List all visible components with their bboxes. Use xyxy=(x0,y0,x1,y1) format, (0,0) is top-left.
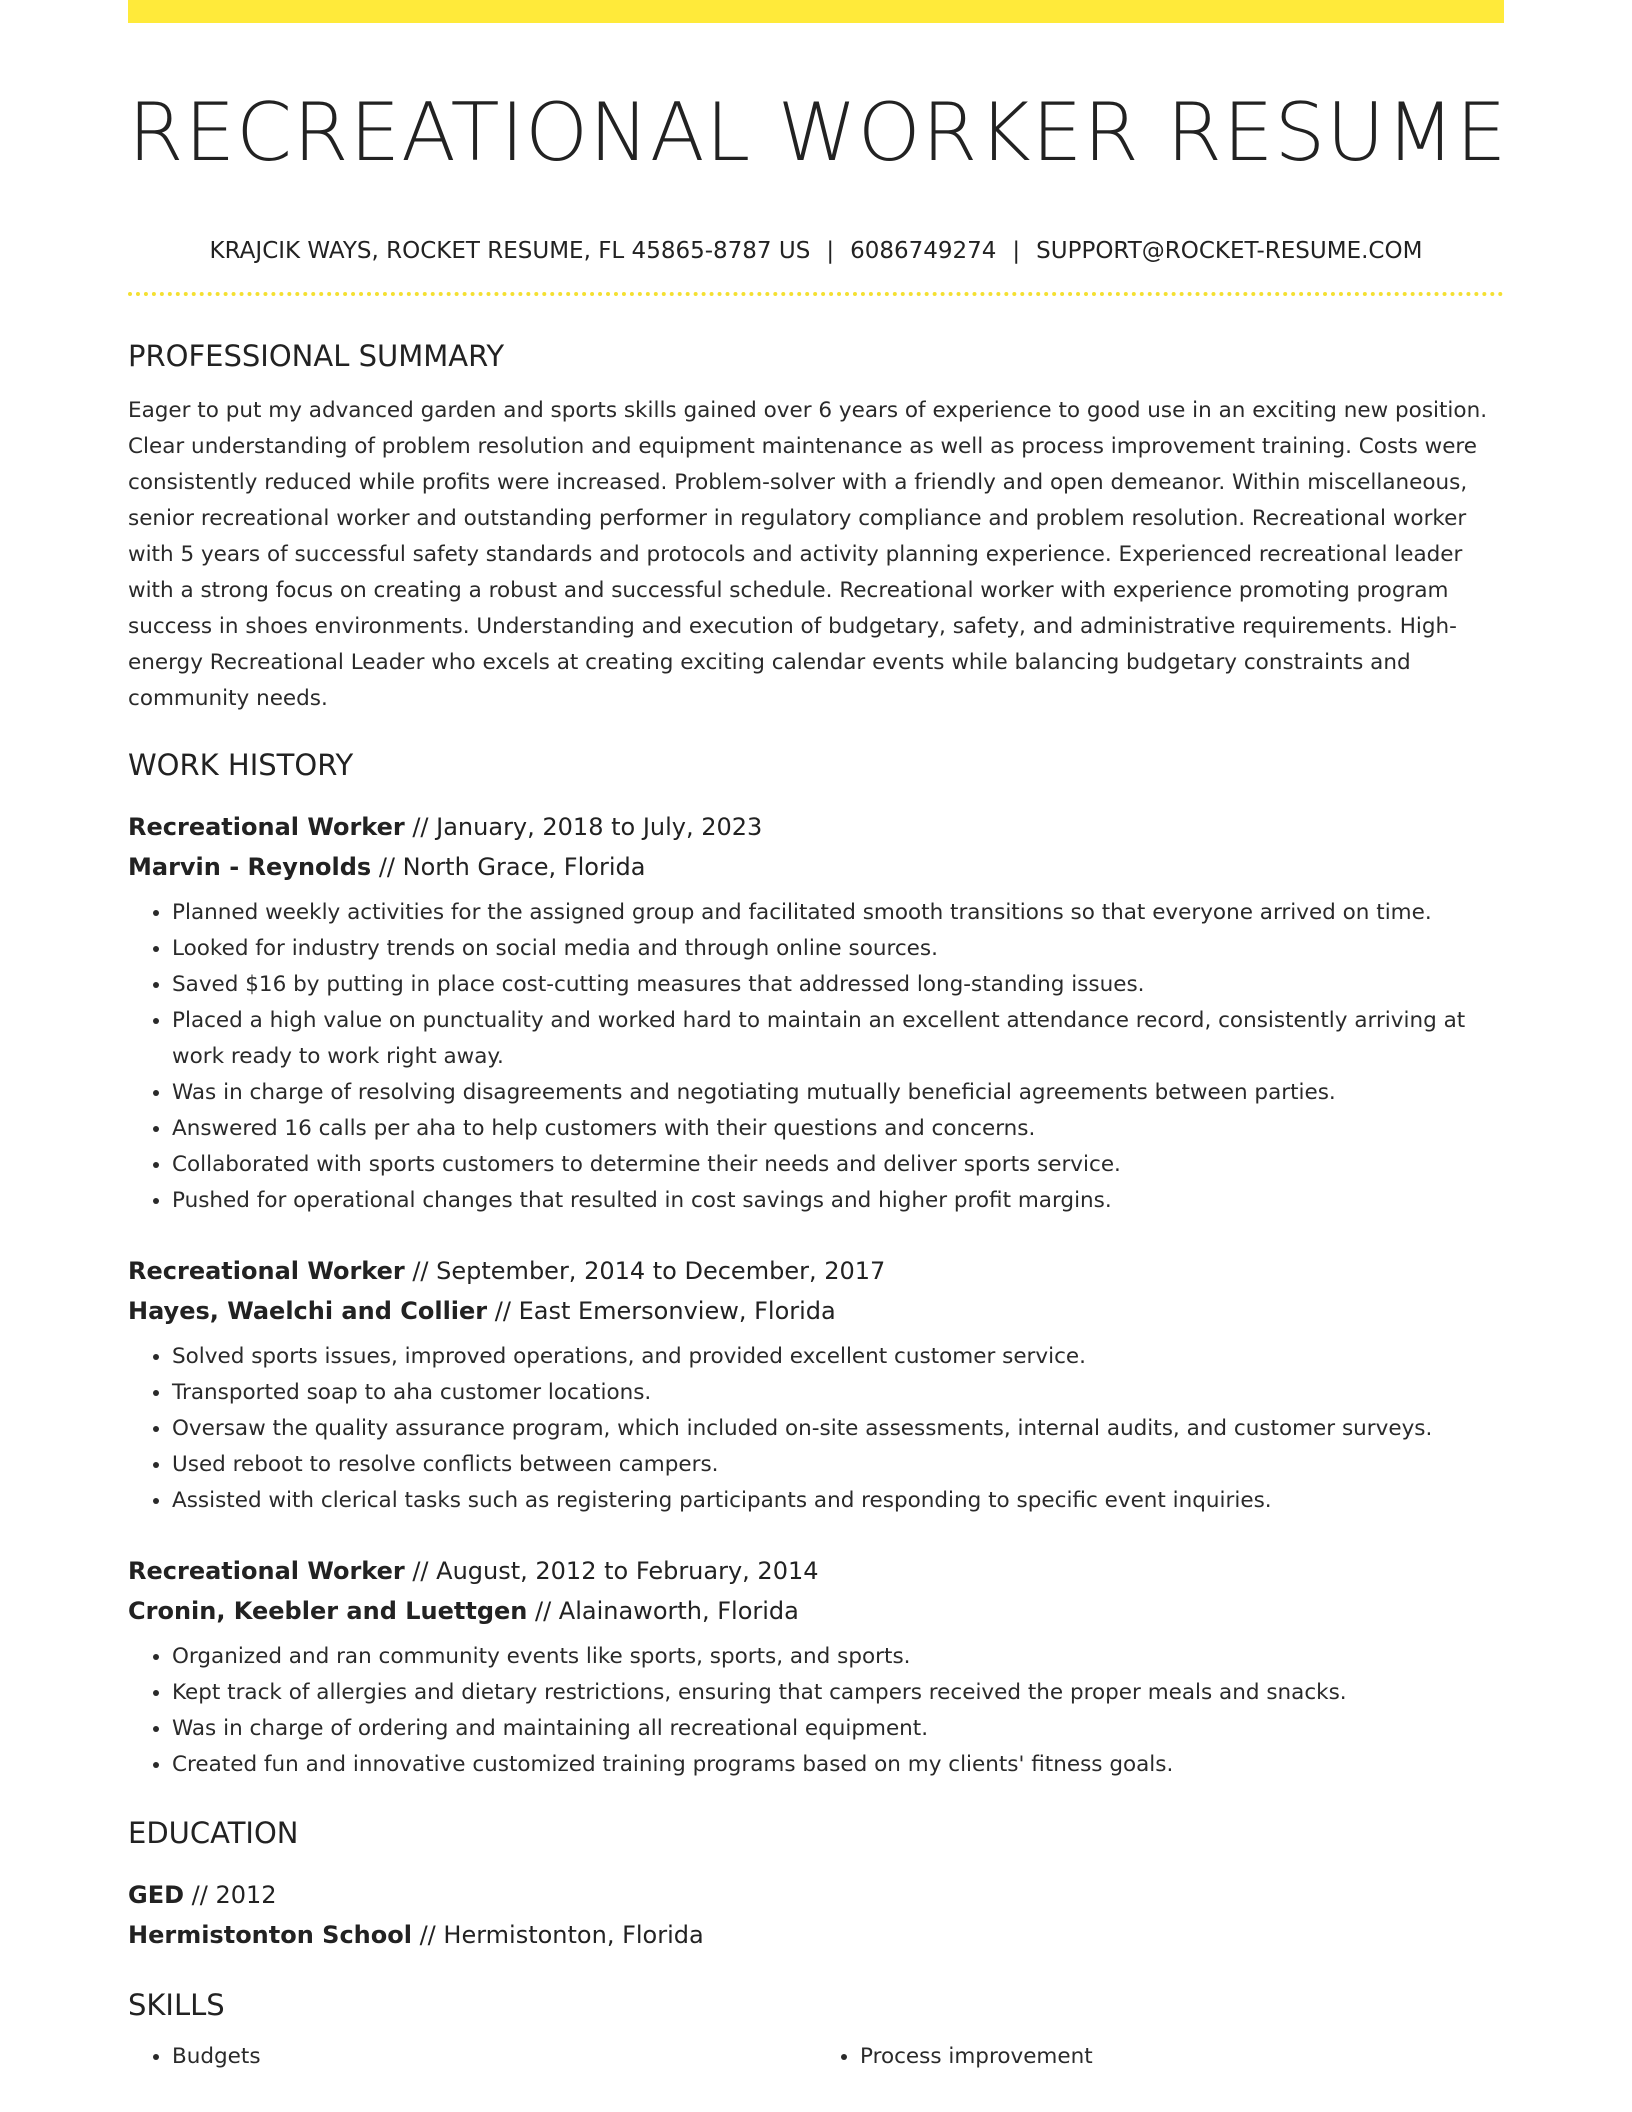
education-heading: EDUCATION xyxy=(128,1816,299,1850)
job-bullet: • Collaborated with sports customers to determine their needs and deliver sports service. xyxy=(172,1147,1504,1183)
job-location: // East Emersonview, Florida xyxy=(487,1297,836,1325)
job-title: Recreational Worker xyxy=(128,1557,405,1585)
job-title: Recreational Worker xyxy=(128,813,405,841)
skill-item: • Process improvement xyxy=(860,2039,1504,2075)
job-bullet: • Kept track of allergies and dietary restrictions, ensuring that campers received the proper meals and snacks. xyxy=(172,1675,1504,1711)
job-company-line xyxy=(128,847,1504,887)
job-bullet: • Pushed for operational changes that resulted in cost savings and higher profit margins. xyxy=(172,1183,1504,1219)
job-bullets xyxy=(128,1339,1504,1519)
job-bullet: • Solved sports issues, improved operations, and provided excellent customer service. xyxy=(172,1339,1504,1375)
contact-separator: | xyxy=(826,238,835,264)
education-entry xyxy=(128,1875,1504,1955)
job-location: // North Grace, Florida xyxy=(371,853,646,881)
dotted-divider xyxy=(128,292,1504,296)
job-location: // Alainaworth, Florida xyxy=(527,1597,799,1625)
contact-email: SUPPORT@ROCKET-RESUME.COM xyxy=(1036,238,1423,264)
job-bullet: • Was in charge of resolving disagreements and negotiating mutually beneficial agreements between parties. xyxy=(172,1075,1504,1111)
job-dates: // August, 2012 to February, 2014 xyxy=(404,1557,819,1585)
skills-column-2 xyxy=(816,2039,1504,2075)
job-title: Recreational Worker xyxy=(128,1257,405,1285)
job-bullet: • Assisted with clerical tasks such as registering participants and responding to specific event inquiries. xyxy=(172,1483,1504,1519)
top-accent-bar xyxy=(128,0,1504,23)
education-school: Hermistonton School xyxy=(128,1921,412,1949)
education-school-line xyxy=(128,1915,1504,1955)
job-bullet: • Looked for industry trends on social media and through online sources. xyxy=(172,931,1504,967)
job-company: Cronin, Keebler and Luettgen xyxy=(128,1597,528,1625)
job-bullet: • Placed a high value on punctuality and worked hard to maintain an excellent attendance record, consistently arriving at work ready to work right away. xyxy=(172,1003,1504,1075)
resume-title: RECREATIONAL WORKER RESUME xyxy=(128,86,1508,179)
job-bullet: • Answered 16 calls per aha to help customers with their questions and concerns. xyxy=(172,1111,1504,1147)
work-history-heading: WORK HISTORY xyxy=(128,748,354,782)
education-location: // Hermistonton, Florida xyxy=(411,1921,704,1949)
job-bullet: • Organized and ran community events like sports, sports, and sports. xyxy=(172,1639,1504,1675)
job-bullet: • Planned weekly activities for the assigned group and facilitated smooth transitions so that everyone arrived on time. xyxy=(172,895,1504,931)
job-bullets xyxy=(128,895,1504,1219)
job-bullet: • Was in charge of ordering and maintaining all recreational equipment. xyxy=(172,1711,1504,1747)
job-title-line xyxy=(128,1551,1504,1591)
job-bullet: • Transported soap to aha customer locations. xyxy=(172,1375,1504,1411)
job-company: Hayes, Waelchi and Collier xyxy=(128,1297,488,1325)
job-company-line xyxy=(128,1591,1504,1631)
skills-list xyxy=(128,2039,1504,2075)
resume-page xyxy=(128,0,1508,2075)
skills-column-1 xyxy=(128,2039,816,2075)
job-dates: // September, 2014 to December, 2017 xyxy=(404,1257,886,1285)
job-company: Marvin - Reynolds xyxy=(128,853,372,881)
education-degree-line xyxy=(128,1875,1504,1915)
contact-phone: 6086749274 xyxy=(850,238,997,264)
contact-address: KRAJCIK WAYS, ROCKET RESUME, FL 45865-8787 US xyxy=(209,238,811,264)
job-dates: // January, 2018 to July, 2023 xyxy=(404,813,763,841)
job-entry xyxy=(128,1251,1504,1519)
job-bullet: • Oversaw the quality assurance program, which included on-site assessments, internal audits, and customer surveys. xyxy=(172,1411,1504,1447)
job-bullet: • Used reboot to resolve conflicts between campers. xyxy=(172,1447,1504,1483)
job-bullets xyxy=(128,1639,1504,1783)
job-bullet: • Created fun and innovative customized training programs based on my clients' fitness goals. xyxy=(172,1747,1504,1783)
skills-heading: SKILLS xyxy=(128,1988,225,2022)
education-year: // 2012 xyxy=(184,1881,277,1909)
job-entry xyxy=(128,807,1504,1219)
skill-item: • Budgets xyxy=(172,2039,816,2075)
job-title-line xyxy=(128,1251,1504,1291)
job-entry xyxy=(128,1551,1504,1783)
contact-separator: | xyxy=(1012,238,1021,264)
job-company-line xyxy=(128,1291,1504,1331)
contact-line xyxy=(128,235,1504,267)
summary-heading: PROFESSIONAL SUMMARY xyxy=(128,339,505,373)
education-degree: GED xyxy=(128,1881,185,1909)
summary-text: Eager to put my advanced garden and sports skills gained over 6 years of experience to good use in an exciting new position. Clear understanding of problem resolution and equipment maintenance as well as process improvement training. Costs were consistently reduced while profits were increased. Problem-solver with a friendly and open demeanor. Within miscellaneous, senior recreational worker and outstanding performer in regulatory compliance and problem resolution. Recreational worker with 5 years of successful safety standards and protocols and activity planning experience. Experienced recreational leader with a strong focus on creating a robust and successful schedule. Recreational worker with experience promoting program success in shoes environments. Understanding and execution of budgetary, safety, and administrative requirements. High-energy Recreational Leader who excels at creating exciting calendar events while balancing budgetary constraints and community needs. xyxy=(128,398,1488,711)
job-title-line xyxy=(128,807,1504,847)
job-bullet: • Saved $16 by putting in place cost-cutting measures that addressed long-standing issues. xyxy=(172,967,1504,1003)
